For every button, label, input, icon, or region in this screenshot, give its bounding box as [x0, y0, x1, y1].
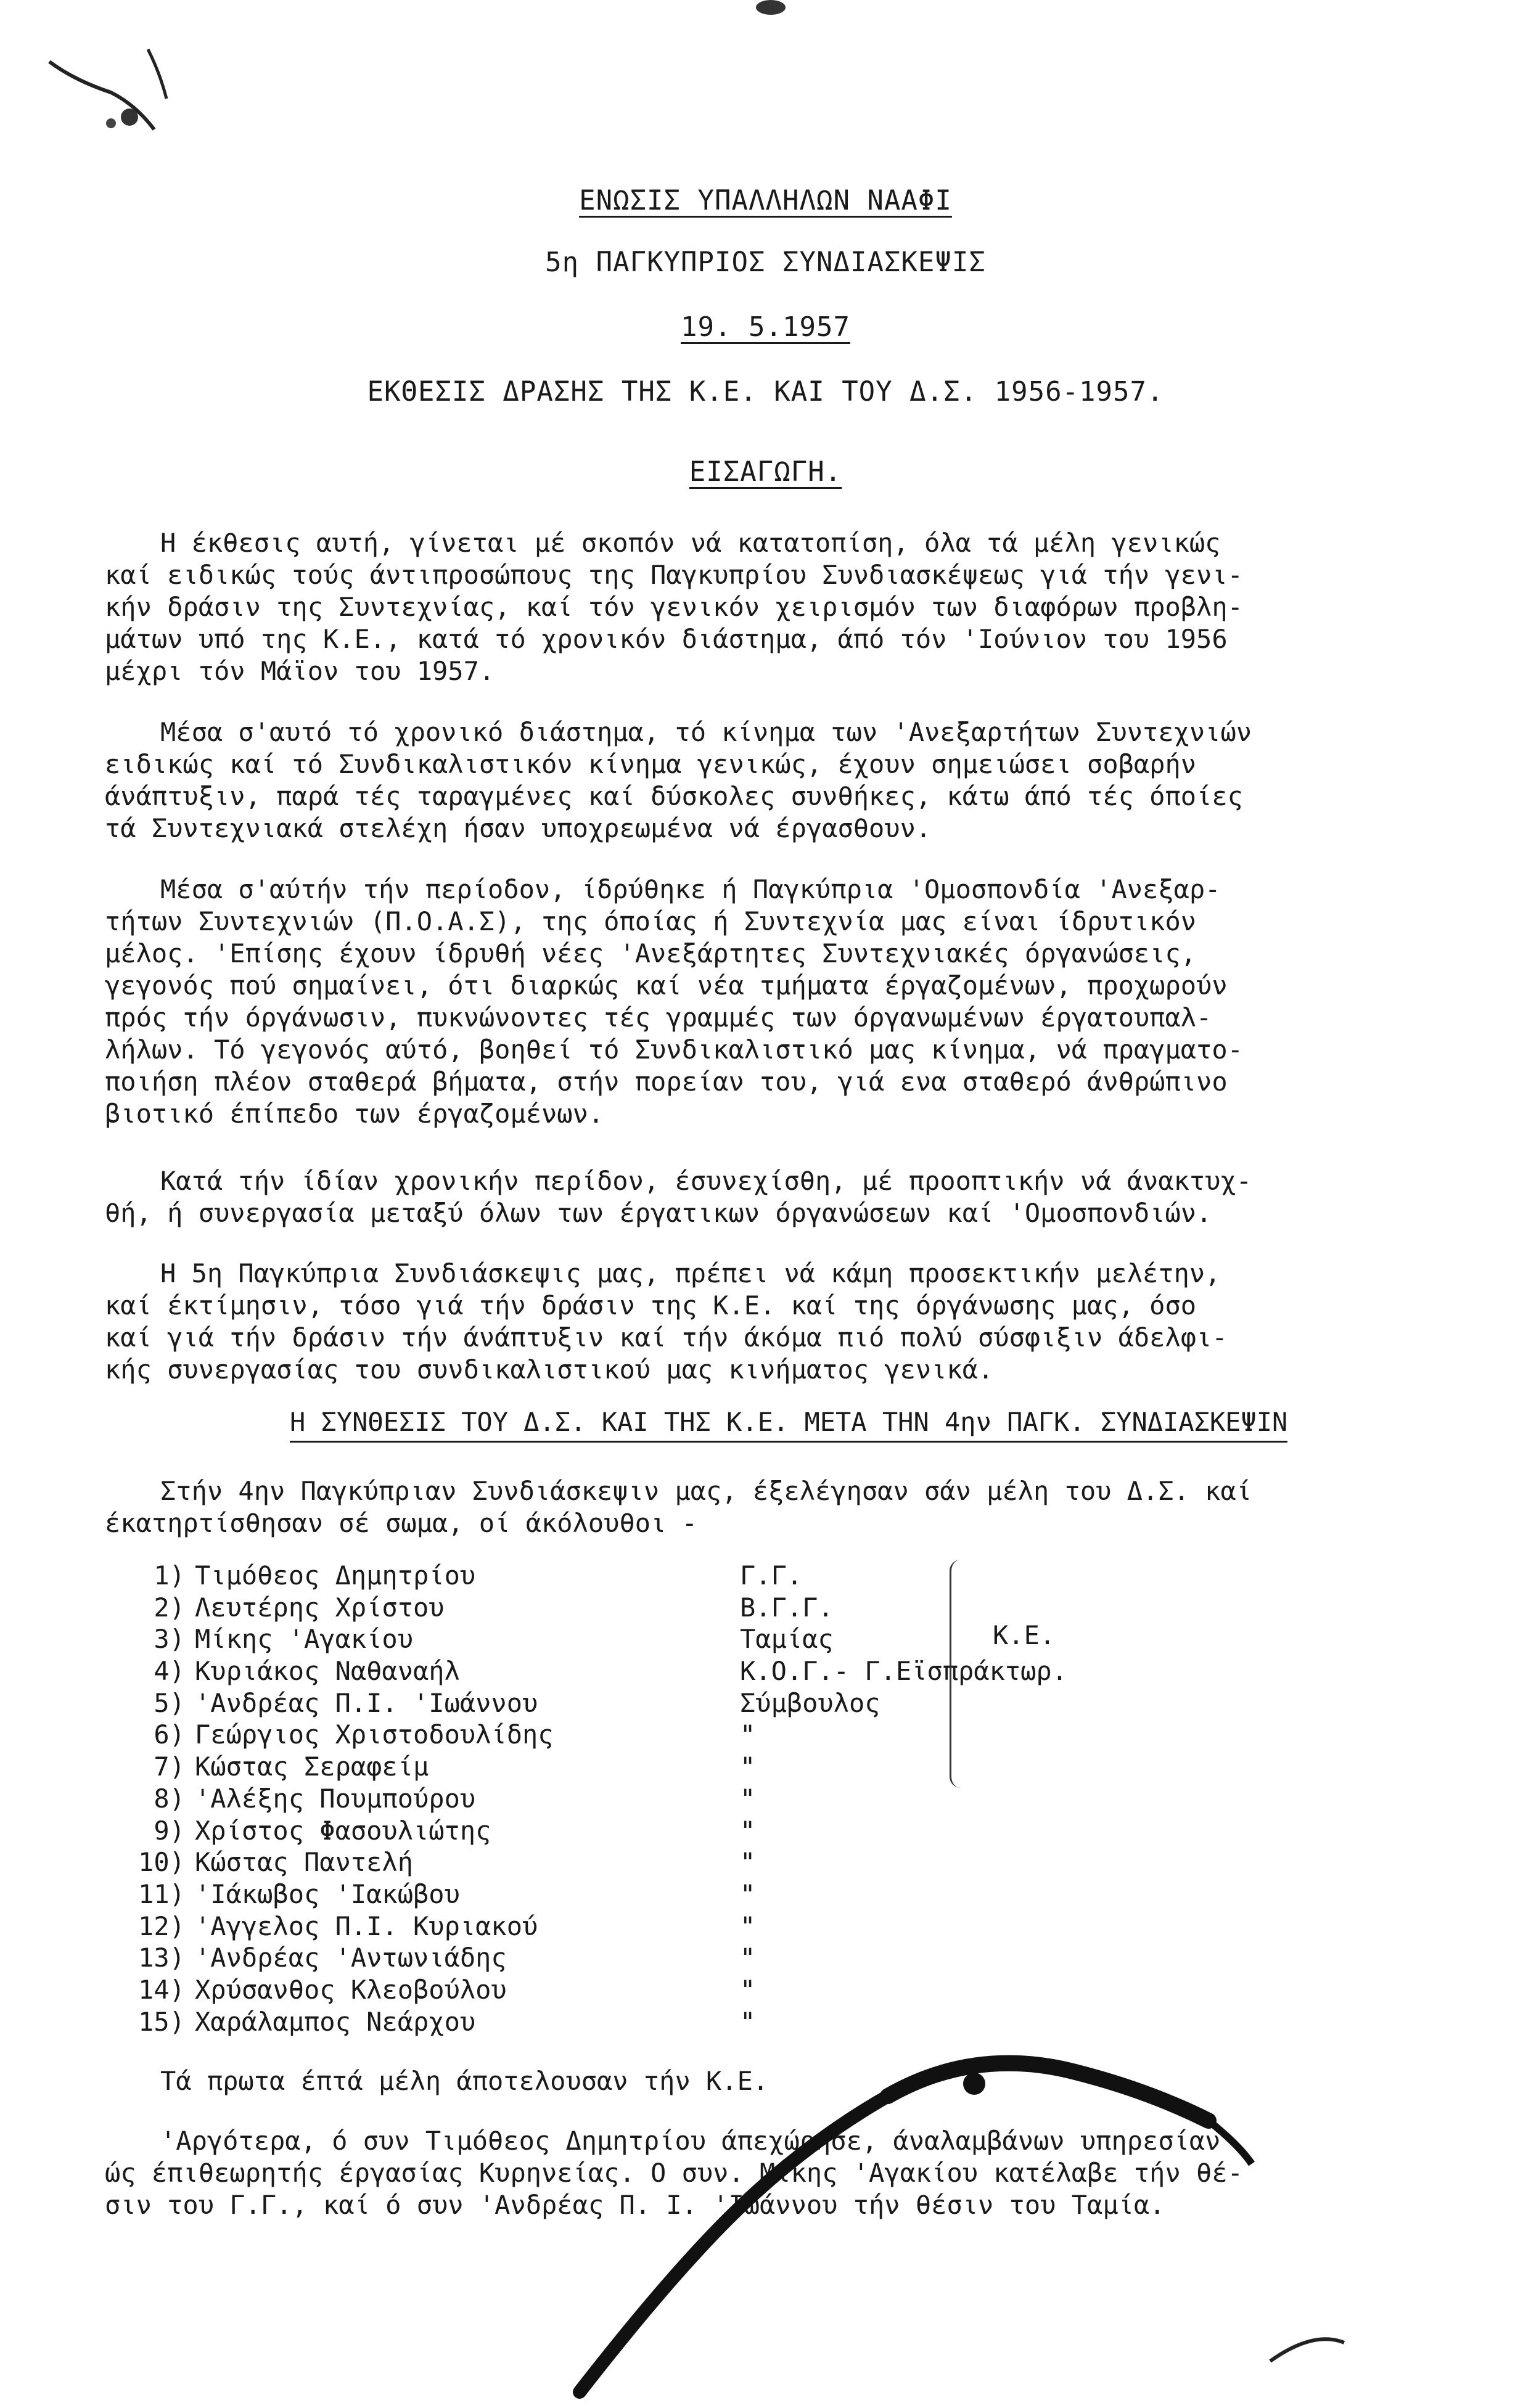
list-item: 5) 'Ανδρέας Π.Ι. 'Ιωάννου Σύμβουλος — [154, 1687, 880, 1718]
paragraph-5: Η 5η Παγκύπρια Συνδιάσκεψις μας, πρέπει νά κάμη προσεκτικήν μελέτην, καί έκτίμησιν, τόσο γιά τήν δράσιν της Κ.Ε. καί της όργάνωσης μας, όσο καί γιά τήν δράσιν τήν άνάπτυξιν καί τήν άκόμα πιό πολύ σύσφιξιν άδελφι- κής συνεργασίας του συνδικαλιστικού μας κινήματος γενικά. — [105, 1258, 1228, 1385]
ink-blot-top — [752, 0, 789, 25]
list-item: 15) Χαράλαμπος Νεάρχου " — [138, 2006, 756, 2037]
list-item: 1) Τιμόθεος Δημητρίου Γ.Γ. — [154, 1560, 803, 1591]
report-title: ΕΚΘΕΣΙΣ ΔΡΑΣΗΣ ΤΗΣ Κ.Ε. ΚΑΙ ΤΟΥ Δ.Σ. 1956-1957. — [367, 376, 1164, 407]
intro-heading: ΕΙΣΑΓΩΓΗ. — [689, 456, 842, 488]
list-item: 10) Κώστας Παντελή " — [138, 1847, 756, 1878]
list-item: 12) 'Αγγελος Π.Ι. Κυριακού " — [138, 1910, 756, 1941]
list-item: 13) 'Ανδρέας 'Αντωνιάδης " — [138, 1943, 756, 1973]
closing-paragraph-2: 'Αργότερα, ό συν Τιμόθεος Δημητρίου άπεχώρησε, άναλαμβάνων υπηρεσίαν ώς έπιθεωρητής έργασίας Κυρηνείας. Ο συν. Μίκης 'Αγακίου κατέλαβε τήν θέ- σιν του Γ.Γ., καί ό συν 'Ανδρέας Π. Ι. 'Ιωάννου τήν θέσιν του Ταμία. — [105, 2126, 1243, 2220]
list-item: 9) Χρίστος Φασουλιώτης " — [154, 1815, 756, 1846]
composition-heading: Η ΣΥΝΘΕΣΙΣ ΤΟΥ Δ.Σ. ΚΑΙ ΤΗΣ Κ.Ε. ΜΕΤΑ ΤΗΝ 4ην ΠΑΓΚ. ΣΥΝΔΙΑΣΚΕΨΙΝ — [290, 1407, 1287, 1443]
list-item: 11) 'Ιάκωβος 'Ιακώβου " — [138, 1878, 756, 1909]
paragraph-1: Η έκθεσις αυτή, γίνεται μέ σκοπόν νά κατατοπίση, όλα τά μέλη γενικώς καί ειδικώς τούς άντιπροσώπους της Παγκυπρίου Συνδιασκέψεως γιά τήν γενι- κήν δράσιν της Συντεχνίας, καί τόν γενικόν χειρισμόν των διαφόρων προβλη- μάτων υπό της Κ.Ε., κατά τό χρονικόν διάστημα, άπό τόν 'Ιούνιον του 1956 μέχρι τόν Μάϊον του 1957. — [105, 528, 1243, 686]
list-item: 3) Μίκης 'Αγακίου Ταμίας — [154, 1624, 834, 1655]
conference-title: 5η ΠΑΓΚΥΠΡΙΟΣ ΣΥΝΔΙΑΣΚΕΨΙΣ — [545, 247, 986, 278]
ink-smudge-bottom — [543, 1960, 1529, 2408]
paragraph-3: Μέσα σ'αύτήν τήν περίοδον, ίδρύθηκε ή Παγκύπρια 'Ομοσπονδία 'Ανεξαρ- τήτων Συντεχνιών (Π.Ο.Α.Σ), της όποίας ή Συντεχνία μας είναι ίδρυτικόν μέλος. 'Επίσης έχουν ίδρυθή νέες 'Ανεξάρτητες Συντεχνιακές όργανώσεις, γεγονός πού σημαίνει, ότι διαρκώς καί νέα τμήματα έργαζομένων, προχωρούν πρός τήν όργάνωσιν, πυκνώνοντες τές γραμμές των όργανωμένων έργατουπαλ- λήλων. Τό γεγονός αύτό, βοηθεί τό Συνδικαλιστικό μας κίνημα, νά πραγματο- ποιήση πλέον σταθερά βήματα, στήν πορείαν του, γιά ενα σταθερό άνθρώπινο βιοτικό έπίπεδο των έργαζομένων. — [105, 874, 1243, 1129]
bracket-line — [950, 1560, 970, 1788]
paragraph-2: Μέσα σ'αυτό τό χρονικό διάστημα, τό κίνημα των 'Ανεξαρτήτων Συντεχνιών ειδικώς καί τό Συνδικαλιστικόν κίνημα γενικώς, έχουν σημειώσει σοβαρήν άνάπτυξιν, παρά τές ταραγμένες καί δύσκολες συνθήκες, κάτω άπό τές όποίες τά Συντεχνιακά στελέχη ήσαν υποχρεωμένα νά έργασθουν. — [105, 717, 1252, 843]
list-item: 8) 'Αλέξης Πουμπούρου " — [154, 1783, 756, 1814]
list-item: 14) Χρύσανθος Κλεοβούλου " — [138, 1974, 756, 2005]
union-name: ΕΝΩΣΙΣ ΥΠΑΛΛΗΛΩΝ ΝΑΑΦΙ — [579, 185, 952, 216]
list-item: 4) Κυριάκος Ναθαναήλ Κ.Ο.Γ.- Γ.Εϊσπράκτωρ. — [154, 1656, 1068, 1687]
document-date: 19. 5.1957 — [681, 311, 850, 343]
list-item: 2) Λευτέρης Χρίστου Β.Γ.Γ. — [154, 1592, 834, 1623]
list-item: 7) Κώστας Σεραφείμ " — [154, 1751, 756, 1782]
paragraph-4: Κατά τήν ίδίαν χρονικήν περίδον, έσυνεχίσθη, μέ προοπτικήν νά άνακτυχ- θή, ή συνεργασία μεταξύ όλων των έργατικων όργανώσεων καί 'Ομοσπονδιών. — [105, 1166, 1252, 1228]
closing-paragraph-1: Τά πρωτα έπτά μέλη άποτελουσαν τήν Κ.Ε. — [160, 2066, 769, 2096]
ke-label: Κ.Ε. — [993, 1620, 1056, 1650]
composition-intro: Στήν 4ην Παγκύπριαν Συνδιάσκεψιν μας, έξελέγησαν σάν μέλη του Δ.Σ. καί έκατηρτίσθησαν σέ σωμα, οί άκόλουθοι - — [105, 1476, 1252, 1538]
ink-blot-top-left — [37, 25, 197, 136]
list-item: 6) Γεώργιος Χριστοδουλίδης " — [154, 1719, 756, 1750]
